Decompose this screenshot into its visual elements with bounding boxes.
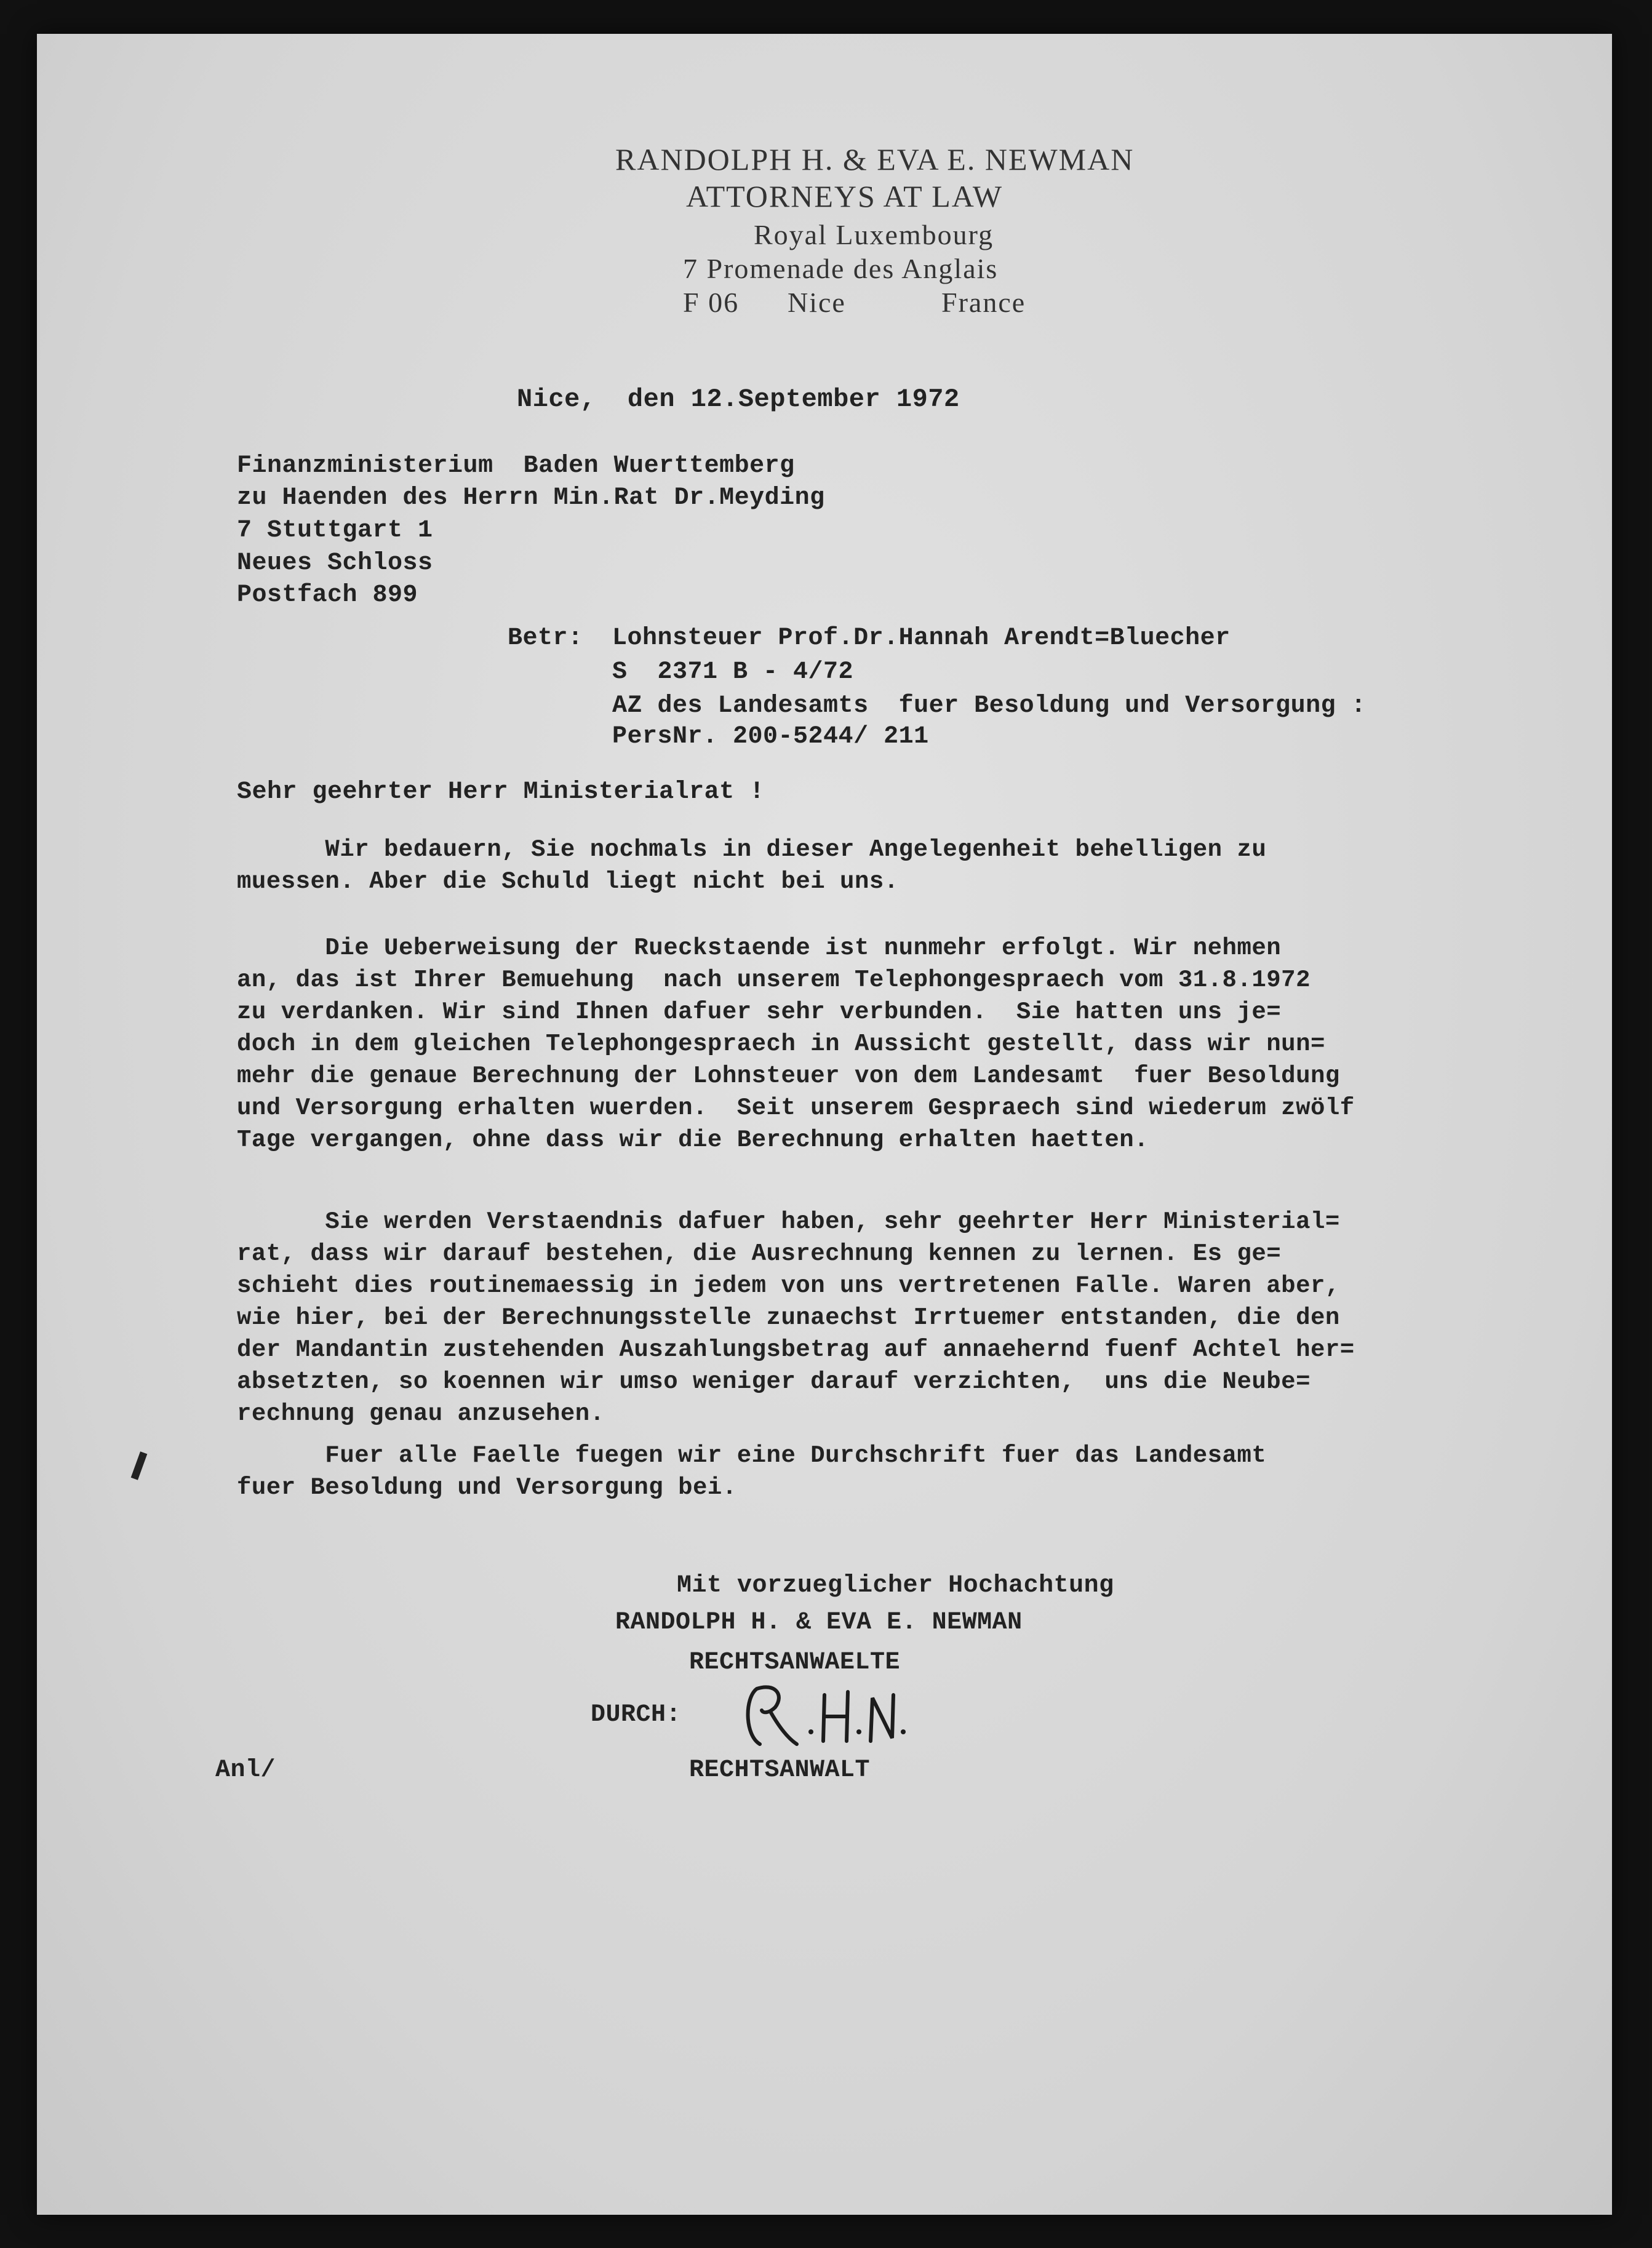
closing-greeting: Mit vorzueglicher Hochachtung (677, 1572, 1114, 1600)
date-line: Nice, den 12.September 1972 (517, 385, 960, 414)
paragraph-3: Sie werden Verstaendnis dafuer haben, sehr geehrter Herr Ministerial= rat, dass wir darauf bestehen, die Ausrechnung kennen zu lernen. Es ge= schieht dies routinemaessig in jedem von uns vertretenen Falle. Waren aber, wie hier, bei der Berechnungsstelle zunaechst Irrtuemer entstanden, die den der Mandantin zustehenden Auszahlungsbetrag auf annaehernd fuenf Achtel her= absetzten, so koennen wir umso weniger darauf verzichten, uns die Neube= rechnung genau anzusehen. (237, 1208, 1355, 1427)
paragraph-1: Wir bedauern, Sie nochmals in dieser Angelegenheit behelligen zu muessen. Aber die Schuld liegt nicht bei uns. (237, 836, 1267, 895)
letter-page (37, 34, 1612, 2215)
closing-by-label: DURCH: (591, 1701, 682, 1729)
closing-firm: RANDOLPH H. & EVA E. NEWMAN (615, 1609, 1023, 1636)
reference-line-2: S 2371 B - 4/72 (612, 658, 854, 686)
letterhead-country: France (941, 287, 1026, 318)
reference-label: Betr: (508, 624, 583, 652)
margin-tick-mark (131, 1451, 148, 1480)
recipient-line-3: 7 Stuttgart 1 (237, 517, 433, 544)
reference-line-1: Lohnsteuer Prof.Dr.Hannah Arendt=Bluecher (612, 624, 1231, 652)
reference-line-4: PersNr. 200-5244/ 211 (612, 723, 929, 751)
salutation: Sehr geehrter Herr Ministerialrat ! (237, 778, 765, 806)
recipient-line-2: zu Haenden des Herrn Min.Rat Dr.Meyding (237, 484, 825, 512)
paragraph-2: Die Ueberweisung der Rueckstaende ist nunmehr erfolgt. Wir nehmen an, das ist Ihrer Bemuehung nach unserem Telephongespraech vom 31.8.1972 zu verdanken. Wir sind Ihnen dafuer sehr verbunden. Sie hatten uns je= doch in dem gleichen Telephongespraech in Aussicht gestellt, dass wir nun= mehr die genaue Berechnung der Lohnsteuer von dem Landesamt fuer Besoldung und Versorgung erhalten wuerden. Seit unserem Gespraech sind wiederum zwölf Tage vergangen, ohne dass wir die Berechnung erhalten haetten. (237, 935, 1355, 1154)
closing-title-single: RECHTSANWALT (689, 1756, 871, 1784)
letterhead-city: Nice (788, 287, 846, 318)
recipient-line-1: Finanzministerium Baden Wuerttemberg (237, 452, 795, 480)
paragraph-4: Fuer alle Faelle fuegen wir eine Durchschrift fuer das Landesamt fuer Besoldung und Versorgung bei. (237, 1442, 1267, 1501)
closing-title-plural: RECHTSANWAELTE (689, 1649, 901, 1676)
handwritten-signature (738, 1673, 923, 1753)
recipient-line-4: Neues Schloss (237, 549, 433, 577)
letterhead-city-line (683, 286, 1026, 319)
enclosure-mark: Anl/ (215, 1756, 276, 1784)
letterhead-profession: ATTORNEYS AT LAW (686, 179, 1004, 213)
recipient-line-5: Postfach 899 (237, 581, 418, 609)
letterhead-postcode: F 06 (683, 287, 740, 318)
letterhead-firm-name: RANDOLPH H. & EVA E. NEWMAN (615, 142, 1135, 177)
letterhead-street: 7 Promenade des Anglais (683, 253, 999, 284)
letterhead-building: Royal Luxembourg (754, 219, 994, 250)
reference-line-3: AZ des Landesamts fuer Besoldung und Versorgung : (612, 692, 1367, 720)
